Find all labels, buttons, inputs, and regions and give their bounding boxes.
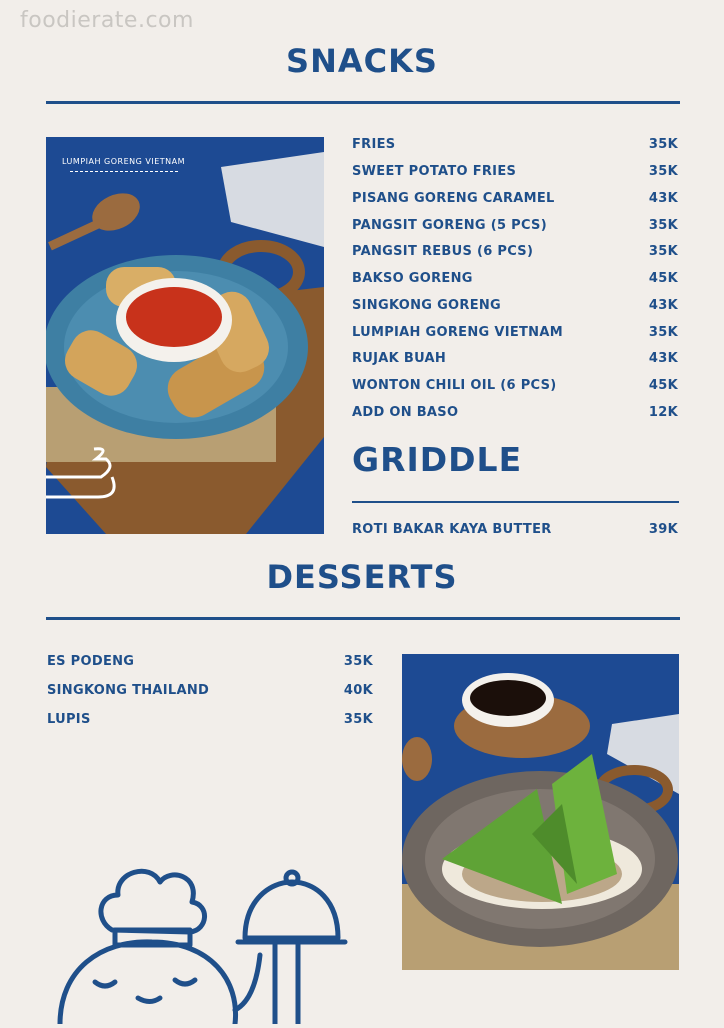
item-name: ES PODENG xyxy=(47,654,135,669)
chef-icon xyxy=(40,850,360,1024)
item-price: 45K xyxy=(648,378,678,393)
item-price: 35K xyxy=(343,712,373,727)
item-price: 39K xyxy=(648,522,678,537)
item-name: PISANG GORENG CARAMEL xyxy=(352,191,555,206)
desserts-title: DESSERTS xyxy=(266,558,458,596)
item-price: 40K xyxy=(343,683,373,698)
griddle-divider xyxy=(352,501,679,503)
item-name: SINGKONG THAILAND xyxy=(47,683,210,698)
item-price: 35K xyxy=(648,137,678,152)
dessert-photo xyxy=(402,654,679,970)
list-item xyxy=(352,164,678,179)
griddle-title: GRIDDLE xyxy=(352,440,523,479)
item-price: 43K xyxy=(648,191,678,206)
item-name: SINGKONG GORENG xyxy=(352,298,502,313)
lumpia-photo xyxy=(46,137,324,534)
item-name: RUJAK BUAH xyxy=(352,351,447,366)
item-name: SWEET POTATO FRIES xyxy=(352,164,517,179)
list-item xyxy=(352,271,678,286)
lumpia-illustration xyxy=(46,137,324,534)
list-item xyxy=(352,325,678,340)
item-name: ROTI BAKAR KAYA BUTTER xyxy=(352,522,552,537)
list-item xyxy=(352,137,678,152)
list-item xyxy=(352,298,678,313)
item-price: 35K xyxy=(648,218,678,233)
item-price: 35K xyxy=(343,654,373,669)
list-item xyxy=(352,191,678,206)
photo-caption: LUMPIAH GORENG VIETNAM xyxy=(62,157,185,166)
watermark: foodierate.com xyxy=(20,8,194,33)
list-item xyxy=(352,522,678,537)
item-name: FRIES xyxy=(352,137,396,152)
item-price: 43K xyxy=(648,351,678,366)
item-name: LUPIS xyxy=(47,712,91,727)
list-item xyxy=(352,244,678,259)
item-name: LUMPIAH GORENG VIETNAM xyxy=(352,325,563,340)
desserts-divider xyxy=(46,617,680,620)
photo-caption-underline xyxy=(70,171,178,172)
chef-doodle xyxy=(40,850,360,1024)
list-item xyxy=(47,712,373,727)
item-name: BAKSO GORENG xyxy=(352,271,473,286)
item-name: ADD ON BASO xyxy=(352,405,459,420)
list-item xyxy=(352,378,678,393)
item-name: PANGSIT REBUS (6 PCS) xyxy=(352,244,534,259)
item-price: 35K xyxy=(648,325,678,340)
snacks-title: SNACKS xyxy=(286,42,438,80)
item-name: WONTON CHILI OIL (6 PCS) xyxy=(352,378,557,393)
item-price: 35K xyxy=(648,164,678,179)
item-price: 45K xyxy=(648,271,678,286)
list-item xyxy=(47,683,373,698)
item-price: 35K xyxy=(648,244,678,259)
list-item xyxy=(352,351,678,366)
item-name: PANGSIT GORENG (5 PCS) xyxy=(352,218,547,233)
item-price: 12K xyxy=(648,405,678,420)
dessert-illustration xyxy=(402,654,679,970)
snacks-divider xyxy=(46,101,680,104)
list-item xyxy=(352,405,678,420)
item-price: 43K xyxy=(648,298,678,313)
list-item xyxy=(352,218,678,233)
list-item xyxy=(47,654,373,669)
